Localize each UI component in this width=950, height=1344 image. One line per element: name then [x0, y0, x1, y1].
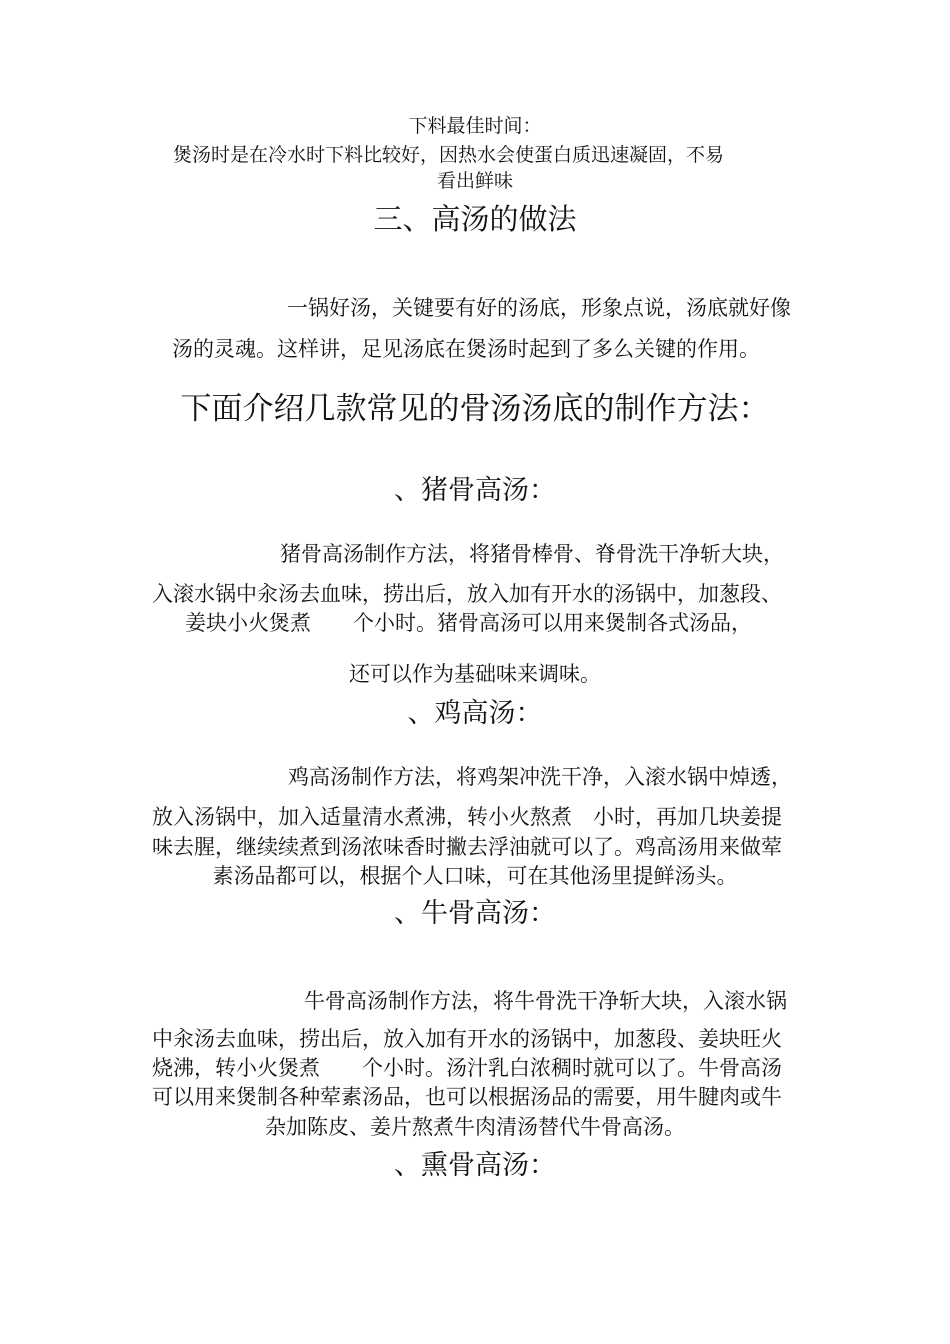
pork-stock-title: 、猪骨高汤： [394, 475, 556, 506]
pork-line-4: 还可以作为基础味来调味。 [349, 662, 601, 686]
beef-line-4: 可以用来煲制各种荤素汤品，也可以根据汤品的需要，用牛腱肉或牛 [152, 1085, 782, 1109]
smoked-stock-title: 、熏骨高汤： [394, 1150, 556, 1181]
pork-line-1: 猪骨高汤制作方法，将猪骨棒骨、脊骨洗干净斩大块， [280, 542, 784, 566]
beef-line-2: 中汆汤去血味，捞出后，放入加有开水的汤锅中，加葱段、姜块旺火 [152, 1027, 782, 1051]
chicken-line-2: 放入汤锅中，加入适量清水煮沸，转小火熬煮 小时，再加几块姜提 [152, 805, 782, 829]
chicken-line-4: 素汤品都可以，根据个人口味，可在其他汤里提鲜汤头。 [212, 864, 738, 888]
beef-line-1: 牛骨高汤制作方法，将牛骨洗干净斩大块，入滚水锅 [304, 989, 787, 1013]
pork-line-3: 姜块小火煲煮 个小时。猪骨高汤可以用来煲制各式汤品， [185, 611, 752, 635]
beef-stock-title: 、牛骨高汤： [394, 898, 556, 929]
chicken-line-3: 味去腥，继续续煮到汤浓味香时撇去浮油就可以了。鸡高汤用来做荤 [152, 835, 782, 859]
beef-line-5: 杂加陈皮、姜片熬煮牛肉清汤替代牛骨高汤。 [265, 1115, 685, 1139]
section-title: 三、高汤的做法 [373, 202, 577, 236]
section-subtitle: 下面介绍几款常见的骨汤汤底的制作方法： [180, 391, 770, 427]
section-para-line-1: 一锅好汤，关键要有好的汤底，形象点说，汤底就好像 [287, 296, 791, 320]
intro-heading: 下料最佳时间： [408, 115, 542, 137]
pork-line-2: 入滚水锅中汆汤去血味，捞出后，放入加有开水的汤锅中，加葱段、 [152, 582, 782, 606]
intro-line-1: 煲汤时是在冷水时下料比较好，因热水会使蛋白质迅速凝固，不易 [173, 144, 725, 166]
chicken-stock-title: 、鸡高汤： [407, 698, 543, 729]
intro-line-2: 看出鲜味 [436, 170, 513, 192]
chicken-line-1: 鸡高汤制作方法，将鸡架冲洗干净，入滚水锅中焯透， [288, 765, 792, 789]
beef-line-3: 烧沸，转小火煲煮 个小时。汤汁乳白浓稠时就可以了。牛骨高汤 [152, 1056, 782, 1080]
section-para-line-2: 汤的灵魂。这样讲，足见汤底在煲汤时起到了多么关键的作用。 [172, 337, 760, 361]
